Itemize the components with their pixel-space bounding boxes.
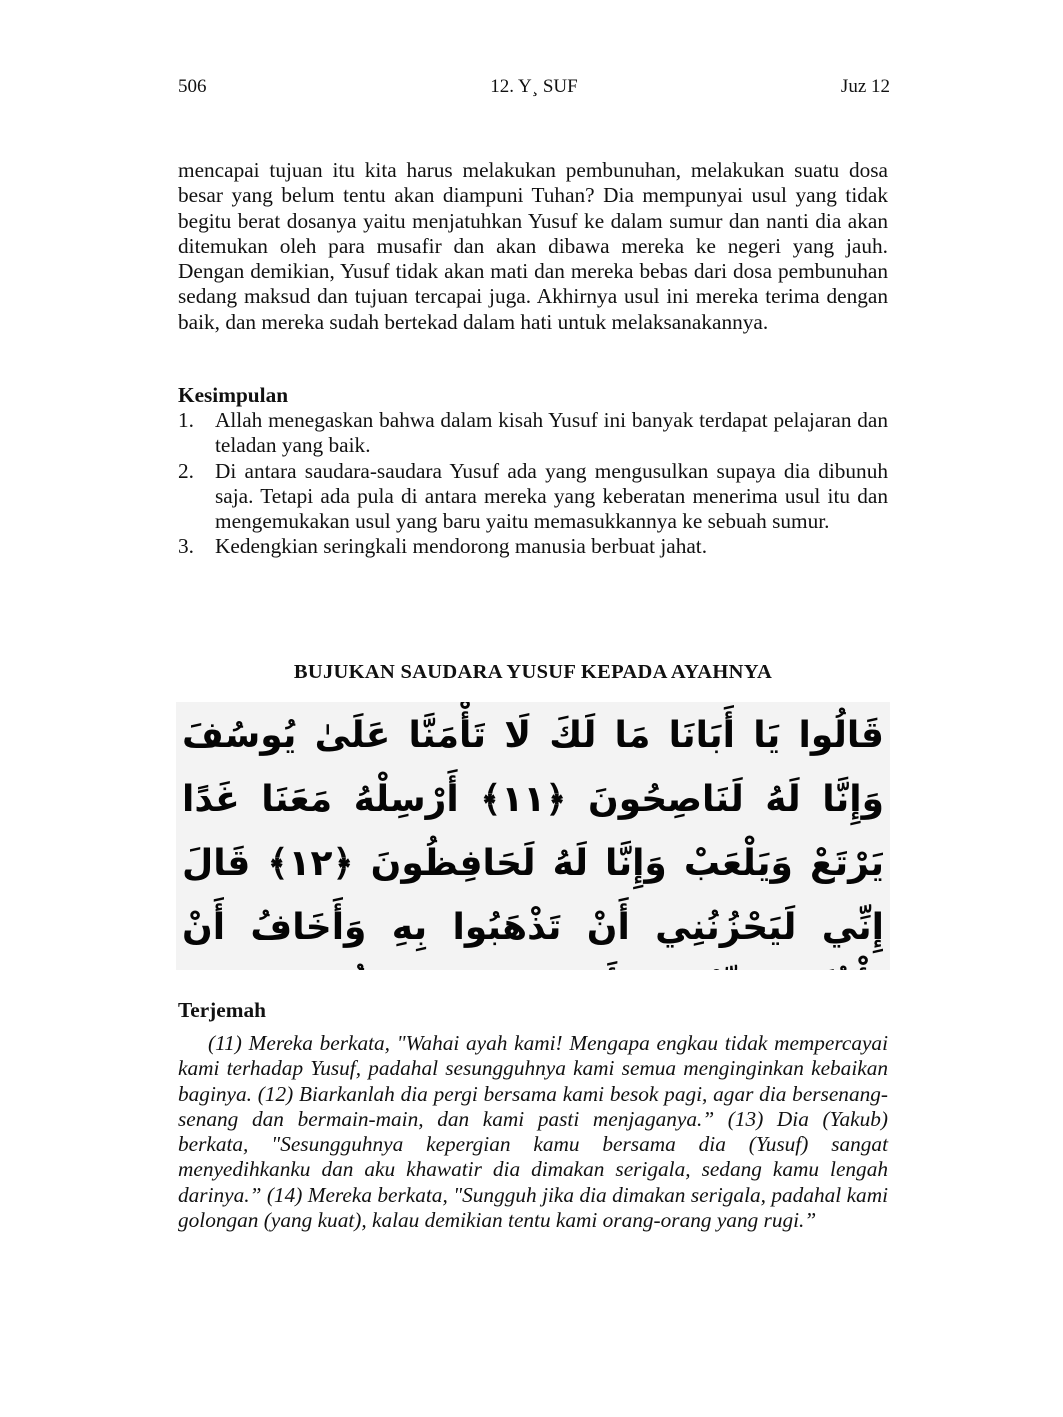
page-number: 506 <box>178 76 207 97</box>
list-item-number: 3. <box>178 534 194 559</box>
list-item <box>178 459 888 535</box>
kesimpulan-heading: Kesimpulan <box>178 383 289 407</box>
chapter-title: 12. Y¸ SUF <box>490 76 578 97</box>
page-header <box>178 76 890 102</box>
translation-paragraph: (11) Mereka berkata, "Wahai ayah kami! Mengapa engkau tidak mempercayai kami terhadap Yusuf, padahal sesungguhnya kami semua menginginkan kebaikan baginya. (12) Biarkanlah dia pergi bersama kami besok pagi, agar dia bersenang-senang dan bermain-main, dan kami pasti menjaganya.” (13) Dia (Yakub) berkata, "Sesungguhnya kepergian kamu bersama dia (Yusuf) sangat menyedihkanku dan aku khawatir dia dimakan serigala, sedang kamu lengah darinya.” (14) Mereka berkata, "Sungguh jika dia dimakan serigala, padahal kami golongan (yang kuat), kalau demikian tentu kami orang-orang yang rugi.” <box>178 1031 888 1233</box>
juz-label: Juz 12 <box>840 76 890 97</box>
list-item-number: 2. <box>178 458 194 483</box>
list-item <box>178 408 888 459</box>
intro-paragraph: mencapai tujuan itu kita harus melakukan pembunuhan, melakukan suatu dosa besar yang belum tentu akan diampuni Tuhan? Dia mempunyai usul yang tidak begitu berat dosanya yaitu menjatuhkan Yusuf ke dalam sumur dan nanti dia akan ditemukan oleh para musafir dan akan dibawa mereka ke negeri yang jauh. Dengan demikian, Yusuf tidak akan mati dan mereka bebas dari dosa pembunuhan sedang maksud dan tujuan tercapai juga. Akhirnya usul ini mereka terima dengan baik, dan mereka sudah bertekad dalam hati untuk melaksanakannya. <box>178 158 888 334</box>
kesimpulan-list <box>178 408 888 560</box>
list-item-text: Kedengkian seringkali mendorong manusia berbuat jahat. <box>215 534 708 559</box>
list-item <box>178 534 888 559</box>
arabic-verses: قَالُوا يَا أَبَانَا مَا لَكَ لَا تَأْمَنَّا عَلَىٰ يُوسُفَ وَإِنَّا لَهُ لَنَاصِحُونَ ﴿١١﴾ أَرْسِلْهُ مَعَنَا غَدًا يَرْتَعْ وَيَلْعَبْ وَإِنَّا لَهُ لَحَافِظُونَ ﴿١٢﴾ قَالَ إِنِّي لَيَحْزُنُنِي أَنْ تَذْهَبُوا بِهِ وَأَخَافُ أَنْ <box>176 702 890 970</box>
list-item-number: 1. <box>178 408 194 432</box>
list-item-text: Di antara saudara-saudara Yusuf ada yang mengusulkan supaya dia dibunuh saja. Tetapi ada pula di antara mereka yang keberatan menerima usul itu dan mengemukakan usul yang baru yaitu memasukkannya ke sebuah sumur. <box>215 458 888 534</box>
terjemah-heading: Terjemah <box>178 998 266 1022</box>
list-item-text: Allah menegaskan bahwa dalam kisah Yusuf ini banyak terdapat pelajaran dan teladan yang baik. <box>215 408 888 458</box>
section-title: BUJUKAN SAUDARA YUSUF KEPADA AYAHNYA <box>293 661 773 683</box>
